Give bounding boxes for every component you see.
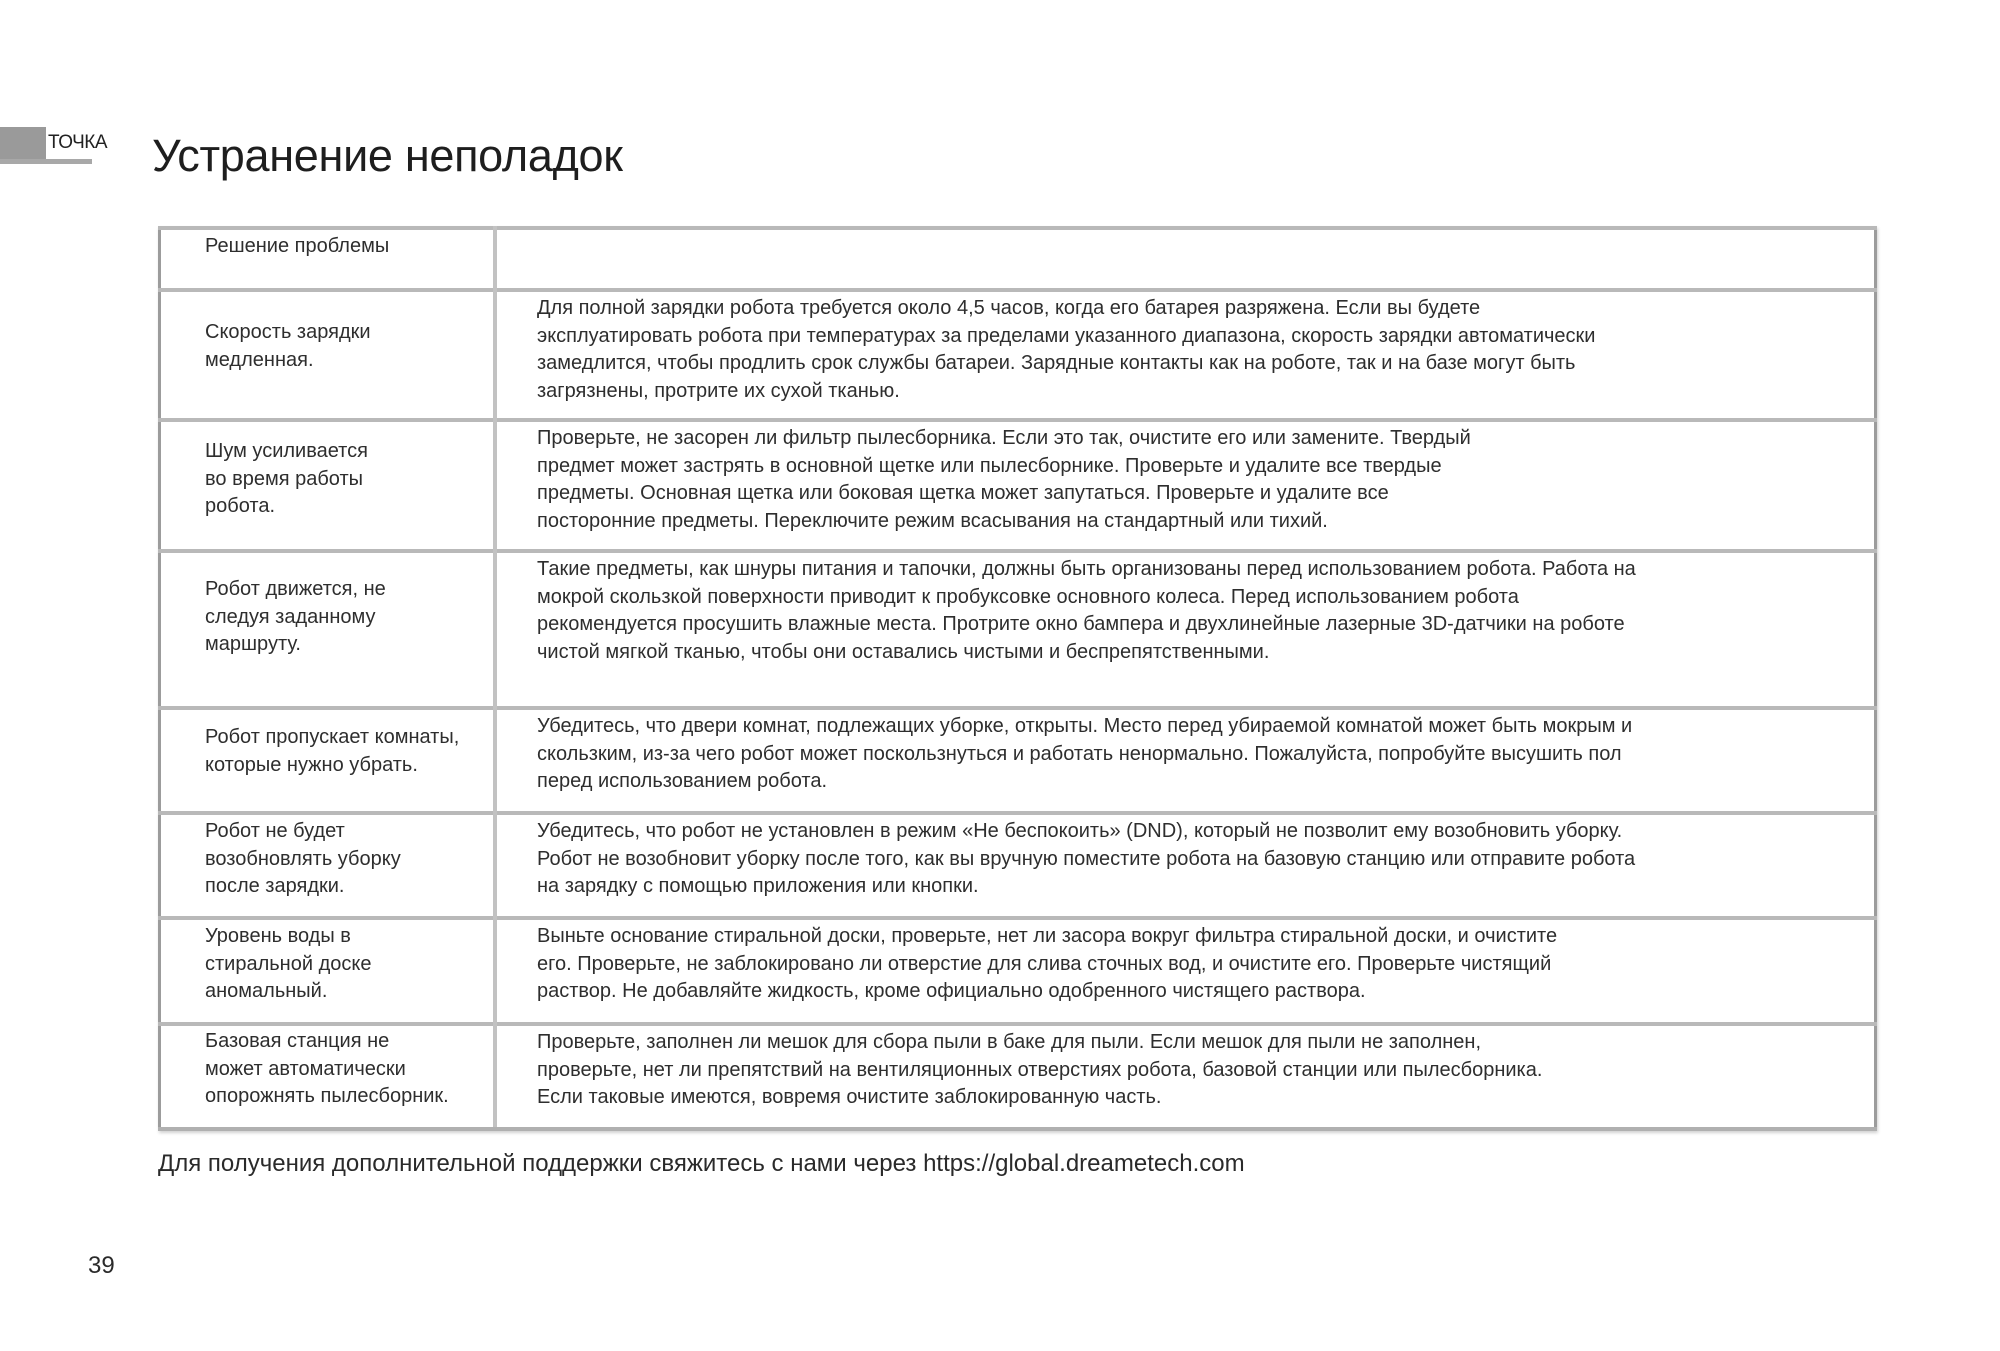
problem-text-line: стиральной доске — [205, 952, 372, 975]
table-row — [160, 290, 1876, 420]
header-problem-label: Решение проблемы — [205, 235, 390, 257]
solution-cell — [495, 918, 1876, 1024]
solution-text-line: чистой мягкой тканью, чтобы они оставались чистыми и беспрепятственными. — [537, 640, 1270, 663]
solution-text-line: рекомендуется просушить влажные места. Протрите окно бампера и двухлинейные лазерные 3D-датчики на роботе — [537, 613, 1625, 635]
solution-text-line: скользким, из-за чего робот может поскользнуться и работать ненормально. Пожалуйста, попробуйте высушить пол — [537, 742, 1622, 765]
solution-text-line: его. Проверьте, не заблокировано ли отверстие для слива сточных вод, и очистите его. Проверьте чистящий — [537, 952, 1552, 975]
solution-text-line: Проверьте, заполнен ли мешок для сбора пыли в баке для пыли. Если мешок для пыли не заполнен, — [537, 1031, 1482, 1053]
header-cell-problem — [160, 228, 496, 290]
solution-text-line: эксплуатировать робота при температурах за пределами указанного диапазона, скорость зарядки автоматически — [537, 324, 1596, 347]
solution-text-line: замедлится, чтобы продлить срок службы батареи. Зарядные контакты как на роботе, так и на базе могут быть — [537, 352, 1576, 374]
solution-text-line: Робот не возобновит уборку после того, как вы вручную поместите робота на базовую станцию или отправите робота — [537, 847, 1636, 870]
solution-cell — [495, 708, 1876, 813]
solution-cell — [495, 290, 1876, 420]
section-marker — [0, 127, 108, 163]
problem-text-line: робота. — [205, 495, 275, 517]
problem-text-line: Робот не будет — [205, 820, 345, 842]
problem-cell — [160, 290, 496, 420]
solution-text-line: мокрой скользкой поверхности приводит к пробуксовке основного колеса. Перед использованием робота — [537, 585, 1519, 608]
solution-text-line: Проверьте, не засорен ли фильтр пылесборника. Если это так, очистите его или замените. Твердый — [537, 427, 1471, 449]
solution-text-line: проверьте, нет ли препятствий на вентиляционных отверстиях робота, базовой станции или пылесборника. — [537, 1058, 1543, 1081]
problem-cell — [160, 918, 496, 1024]
solution-cell — [495, 1024, 1876, 1129]
problem-text-line: Уровень воды в — [205, 925, 351, 947]
solution-cell — [495, 551, 1876, 708]
problem-cell — [160, 551, 496, 708]
problem-cell — [160, 1024, 496, 1129]
page-number: 39 — [88, 1252, 115, 1279]
section-marker-underline — [0, 159, 92, 164]
solution-cell — [495, 420, 1876, 551]
support-text: Для получения дополнительной поддержки свяжитесь с нами через — [158, 1150, 924, 1177]
solution-text-line: Убедитесь, что двери комнат, подлежащих уборке, открыты. Место перед убираемой комнатой может быть мокрым и — [537, 715, 1633, 737]
problem-text-line: медленная. — [205, 348, 314, 371]
solution-text-line: Если таковые имеются, вовремя очистите заблокированную часть. — [537, 1086, 1162, 1108]
solution-text-line: раствор. Не добавляйте жидкость, кроме официально одобренного чистящего раствора. — [537, 980, 1366, 1002]
problem-text-line: Скорость зарядки — [205, 321, 371, 343]
table-row — [160, 420, 1876, 551]
problem-text-line: может автоматически — [205, 1057, 406, 1080]
solution-cell — [495, 813, 1876, 918]
solution-text-line: перед использованием робота. — [537, 770, 827, 792]
section-marker-label: ТОЧКА — [46, 127, 109, 159]
problem-cell — [160, 813, 496, 918]
solution-text-line: на зарядку с помощью приложения или кнопки. — [537, 875, 979, 897]
solution-text-line: Для полной зарядки робота требуется около 4,5 часов, когда его батарея разряжена. Если вы будете — [537, 297, 1481, 319]
solution-text-line: Убедитесь, что робот не установлен в режим «Не беспокоить» (DND), который не позволит ему возобновить уборку. — [537, 820, 1623, 842]
page-title: Устранение неполадок — [152, 130, 623, 181]
problem-text-line: маршруту. — [205, 633, 301, 655]
table-header-row — [160, 228, 1876, 290]
problem-text-line: после зарядки. — [205, 875, 345, 897]
problem-text-line: опорожнять пылесборник. — [205, 1085, 449, 1107]
solution-text-line: предмет может застрять в основной щетке или пылесборнике. Проверьте и удалите все твердые — [537, 454, 1442, 477]
problem-text-line: Базовая станция не — [205, 1030, 390, 1052]
problem-text-line: которые нужно убрать. — [205, 753, 418, 776]
problem-text-line: во время работы — [205, 467, 364, 490]
solution-text-line: Выньте основание стиральной доски, проверьте, нет ли засора вокруг фильтра стиральной доски, и очистите — [537, 925, 1558, 947]
problem-cell — [160, 420, 496, 551]
solution-text-line: посторонние предметы. Переключите режим всасывания на стандартный или тихий. — [537, 509, 1328, 532]
problem-text-line: Робот пропускает комнаты, — [205, 726, 460, 748]
solution-text-line: загрязнены, протрите их сухой тканью. — [537, 379, 900, 402]
table-row — [160, 1024, 1876, 1129]
problem-text-line: Шум усиливается — [205, 440, 368, 462]
problem-text-line: Робот движется, не — [205, 578, 386, 600]
problem-cell — [160, 708, 496, 813]
table-row — [160, 918, 1876, 1024]
troubleshooting-table — [158, 226, 1877, 1131]
support-link[interactable]: https://global.dreametech.com — [923, 1150, 1245, 1177]
table-row — [160, 708, 1876, 813]
problem-text-line: возобновлять уборку — [205, 847, 401, 870]
solution-text-line: предметы. Основная щетка или боковая щетка может запутаться. Проверьте и удалите все — [537, 482, 1389, 504]
problem-text-line: аномальный. — [205, 980, 328, 1002]
table-row — [160, 551, 1876, 708]
problem-text-line: следуя заданному — [205, 605, 376, 628]
solution-text-line: Такие предметы, как шнуры питания и тапочки, должны быть организованы перед использованием робота. Работа на — [537, 558, 1636, 580]
support-note — [158, 1150, 1245, 1178]
header-cell-solution — [495, 228, 1876, 290]
table-row — [160, 813, 1876, 918]
section-marker-bar — [0, 127, 46, 161]
